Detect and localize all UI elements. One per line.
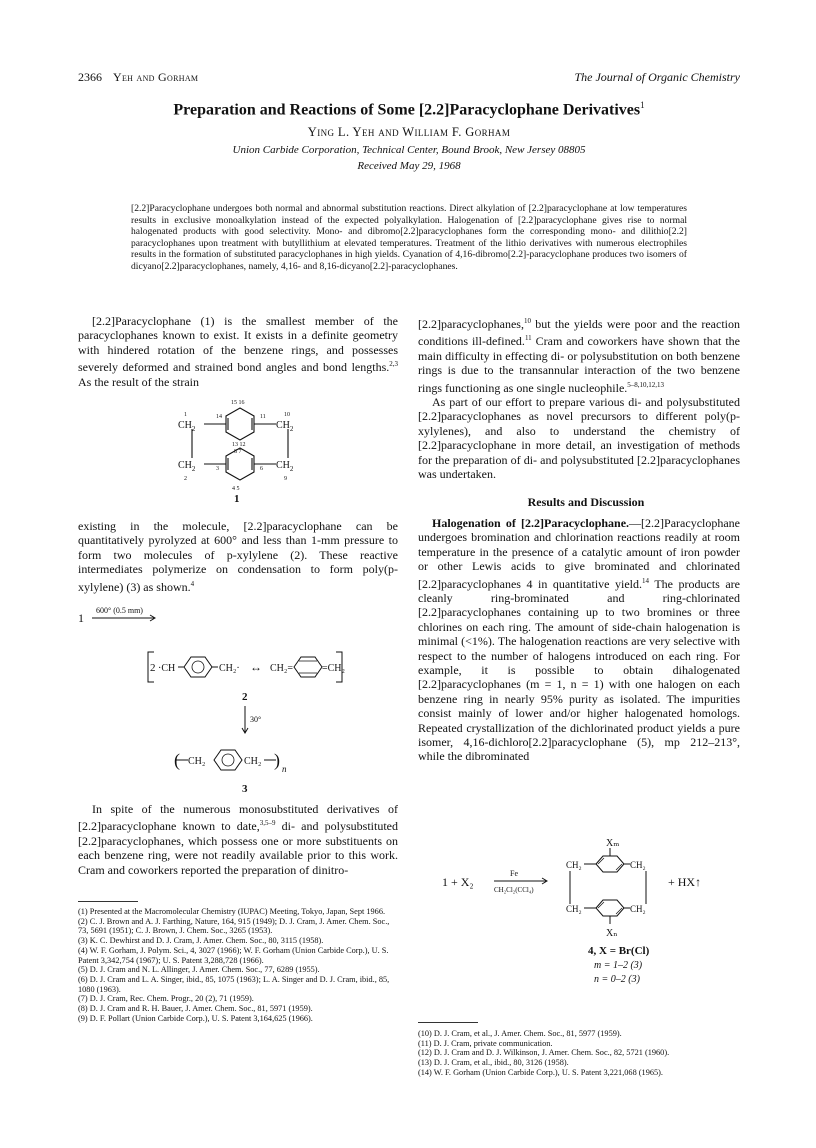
scheme-start-compound: 1 [78,611,84,625]
footnote: (1) Presented at the Macromolecular Chemistry (IUPAC) Meeting, Tokyo, Japan, Sept 1966. [78,907,386,916]
footnote: (11) D. J. Cram, private communication. [418,1038,553,1048]
atom-numbers-mid: 13 12 [232,442,246,448]
atom-number: 14 [216,414,222,420]
header-left [78,70,198,85]
atom-number: 3 [216,466,219,472]
polymer-paren-left: ( [174,750,180,770]
footnote: (4) W. F. Gorham, J. Polym. Sci., 4, 3027 (1966); W. F. Gorham (Union Carbide Corp.), U. S. Patent 3,342,754 (1967); U. S. Patent 3,288,728 (1966). [78,945,389,965]
polymer-benzene-ring [214,750,242,770]
halogenation-scheme [418,838,740,998]
quinoid-ch2: =CH₂ [322,663,346,674]
title-footnote-ref: 1 [640,100,645,110]
footnote: (8) D. J. Cram and R. H. Bauer, J. Amer. Chem. Soc., 81, 5971 (1959). [78,1004,313,1014]
right-paragraph-3 [418,516,740,764]
footnote: (5) D. J. Cram and N. L. Allinger, J. Amer. Chem. Soc., 77, 6289 (1955). [78,965,320,975]
footnote: (13) D. J. Cram, et al., ibid., 80, 3126 (1958). [418,1058,569,1068]
footnote: (14) W. F. Gorham (Union Carbide Corp.), U. S. Patent 3,221,068 (1965). [418,1067,663,1077]
polymer-ch2: CH₂ [244,756,262,767]
left-p2-ref: 4 [190,579,195,588]
ch2-label: $CH_2$ [178,420,196,433]
ch2-label: CH₂ [630,904,646,914]
subsection-runin: Halogenation of [2.2]Paracyclophane. [432,515,630,530]
halogen-xn: Xₙ [606,928,618,939]
solvent: CH₂Cl₂(CCl₄) [494,886,534,894]
pyrolysis-scheme [78,600,398,800]
left-column-top [78,314,398,389]
resonance-arrow: ↔ [250,660,262,674]
left-p1-tail: As the result of the strain [78,374,199,389]
atom-number: 11 [260,414,266,420]
header-authors: Yeh and Gorham [113,70,199,84]
polymer-paren-right: ) [274,750,280,770]
journal-name: The Journal of Organic Chemistry [574,70,740,84]
footnote: (7) D. J. Cram, Rec. Chem. Progr., 20 (2), 71 (1959). [78,994,254,1004]
left-paragraph-3 [78,802,398,877]
aromatic-circle [222,754,234,766]
footnotes-left [78,907,400,1023]
right-p1-ref3: 5–8,10,12,13 [627,380,665,389]
footnote: (3) K. C. Dewhirst and D. J. Cram, J. Amer. Chem. Soc., 80, 3115 (1958). [78,936,324,946]
atom-number: 10 [284,412,290,418]
right-p1-tail2: Cram and coworkers have shown that the main difficulty in effecting di- or polysubstitution on both benzene rings is due to the transannular interaction of the two benzene rings functioning as one single nucleophile. [418,334,740,395]
ch2-label: $CH_2$ [178,460,196,473]
upper-benzene-ring [226,408,254,440]
ch2-label: $CH_2$ [276,460,294,473]
footnote: (10) D. J. Cram, et al., J. Amer. Chem. Soc., 81, 5977 (1959). [418,1029,622,1038]
abstract: [2.2]Paracyclophane undergoes both normal and abnormal substitution reactions. Direct alkylation of [2.2]paracyclophane at low temperatures results in exclusive monoalkylation instead of the expected polyalkylation. Halogenation of [2.2]paracyclophane gives rise to normal halogenated products with good selectivity. Mono- and dibromo[2.2]paracyclophanes form the corresponding mono- and dilithio[2.2] paracyclophanes upon treatment with butyllithium at elevated temperatures. Treatment of the lithio derivatives with numerous electrophiles results in the formation of substituted paracyclophanes in high yields. Cyanation of 4,16-dibromo[2.2]-paracyclophane produces two isomers of dicyano[2.2]paracyclophanes, namely, 4,16- and 8,16-dicyano[2.2]-paracyclophanes. [131,203,687,272]
left-p1-text: [2.2]Paracyclophane (1) is the smallest member of the paracyclophanes known to exist. It exists in a definite geometry with hindered rotation of the benzene rings, and possesses severely deformed and strained bond angles and bond lengths. [78,314,398,375]
ch2-label: CH₂ [566,904,582,914]
left-p3-ref: 3,5–9 [259,819,276,828]
quinoid-ch2: CH₂= [270,663,294,674]
compound-label-3: 3 [242,783,248,795]
footnote: (6) D. J. Cram and L. A. Singer, ibid., 85, 1075 (1963); L. A. Singer and D. J. Cram, ibid., 85, 1080 (1963). [78,974,390,994]
compound-label-1: 1 [234,493,240,505]
radical-ch2: CH₂· [219,663,240,674]
left-p2-text: existing in the molecule, [2.2]paracyclophane can be quantitatively pyrolyzed at 600° and less than 1-mm pressure to form two molecules of p-xylylene (2). These reactive intermediates polymerize on condensation to form poly(p-xylylene) (3) as shown. [78,519,398,594]
lower-ring [596,900,624,916]
compound-label-2: 2 [242,691,248,703]
catalyst: Fe [510,869,518,878]
left-column-mid [78,519,398,594]
right-p3-text: —[2.2]Paracyclophane undergoes bromination and chlorination reactions readily at room temperature in the presence of a catalytic amount of iron powder or other Lewis acids to give brominated and chlorinated [2.2]paracyclophanes 4 in quantitative yield. [418,515,740,591]
left-p1-ref: 2,3 [389,360,398,369]
quinoid-ring [294,657,322,677]
polymer-ch2: CH₂ [188,756,206,767]
running-header [78,70,740,85]
pyrolysis-conditions: 600° (0.5 mm) [96,606,143,615]
right-p1-tail: but the yields were poor and the reaction conditions ill-defined. [418,317,740,349]
atom-numbers-bottom: 4 5 [232,486,240,492]
stoich-coefficient: 2 [150,662,156,674]
left-p3-text: In spite of the numerous monosubstituted derivatives of [2.2]paracyclophane known to date, [78,802,398,834]
footnote: (9) D. F. Pollart (Union Carbide Corp.), U. S. Patent 3,164,625 (1966). [78,1013,313,1023]
right-p3-tail: The products are cleanly ring-brominated and ring-chlorinated [2.2]paracyclophanes containing up to two bromines or three chlorines on each ring. The amount of side-chain halogenation is minimal (<1%). The halogenation reactions are very selective with respect to the number of halogens introduced on each ring. For example, it is possible to obtain dihalogenated [2.2]paracyclophanes (m = 1, n = 1) with one halogen on each benzene ring in nearly 95% purity as isolated. The impurities consist mainly of lower and/or higher halogenated homologs. Repeated crystallization of the dichlorinated product yields a pure isomer, 4,16-dichloro[2.2]paracyclophane (5), mp 212–213°, while the dibrominated [418,576,740,764]
footnote: (2) C. J. Brown and A. J. Farthing, Nature, 164, 915 (1949); D. J. Cram, J. Amer. Chem. Soc., 73, 5691 (1951); C. J. Brown, J. Chem. Soc., 3265 (1953). [78,916,390,936]
byproduct: + HX↑ [668,875,702,889]
right-paragraph-2: As part of our effort to prepare various di- and polysubstituted [2.2]paracyclophanes as novel precursors to different poly(p-xylylenes), and also to understand the chemistry of [2.2]paracyclophane in more detail, an investigation of methods for the preparation of di- and polysubstituted [2.2]paracyclophanes was undertaken. [418,395,740,482]
compound-label-4: 4, X = Br(Cl) [588,945,650,957]
section-heading: Results and Discussion [527,495,645,510]
received-date: Received May 29, 1968 [357,160,461,173]
right-column-top [418,314,740,764]
ch2-label: CH₂ [630,860,646,870]
footnote-rule-left [78,901,138,902]
title-block [78,100,740,172]
author-line: Ying L. Yeh and William F. Gorham [307,125,511,140]
affiliation: Union Carbide Corporation, Technical Center, Bound Brook, New Jersey 08805 [232,144,586,157]
right-p1-ref2: 11 [524,334,532,343]
atom-number: 6 [260,466,263,472]
right-paragraph-1 [418,314,740,395]
atom-number: 1 [184,412,187,418]
footnotes-right [418,1029,740,1078]
n-range: n = 0–2 (3) [594,974,640,985]
page-number: 2366 [78,70,102,84]
right-p3-ref: 14 [642,576,650,585]
polymer-n: n [282,764,287,774]
m-range: m = 1–2 (3) [594,960,643,971]
ch2-label: CH₂ [566,860,582,870]
structure-1 [168,398,328,508]
left-paragraph-1 [78,314,398,389]
atom-number: 2 [184,476,187,482]
polymerization-temperature: 30° [250,715,262,724]
radical-ch2: ·CH [158,663,176,674]
footnote: (12) D. J. Cram and D. J. Wilkinson, J. Amer. Chem. Soc., 82, 5721 (1960). [418,1048,670,1058]
ch2-label: $CH_2$ [276,420,294,433]
left-paragraph-2 [78,519,398,594]
atom-numbers-mid2: 8 7 [234,449,242,455]
atom-number: 9 [284,476,287,482]
aromatic-circle [192,661,204,673]
article-title-text: Preparation and Reactions of Some [2.2]Paracyclophane Derivatives [173,101,641,119]
left-column-bottom [78,802,398,877]
upper-ring [596,856,624,872]
left-p3-tail: di- and polysubstituted [2.2]paracyclophanes, which possess one or more substituents on each benzene ring, were not readily available prior to this work. Cram and coworkers reported the preparation of dinitro- [78,819,398,877]
atom-numbers-top: 15 16 [231,400,245,406]
halogen-xm: Xₘ [606,838,620,849]
reactants: 1 + X₂ [442,875,474,889]
right-p1-text: [2.2]paracyclophanes, [418,317,524,331]
benzene-ring [184,657,212,677]
right-p1-ref: 10 [523,317,531,325]
footnote-rule-right [418,1022,478,1023]
article-title [78,100,740,119]
